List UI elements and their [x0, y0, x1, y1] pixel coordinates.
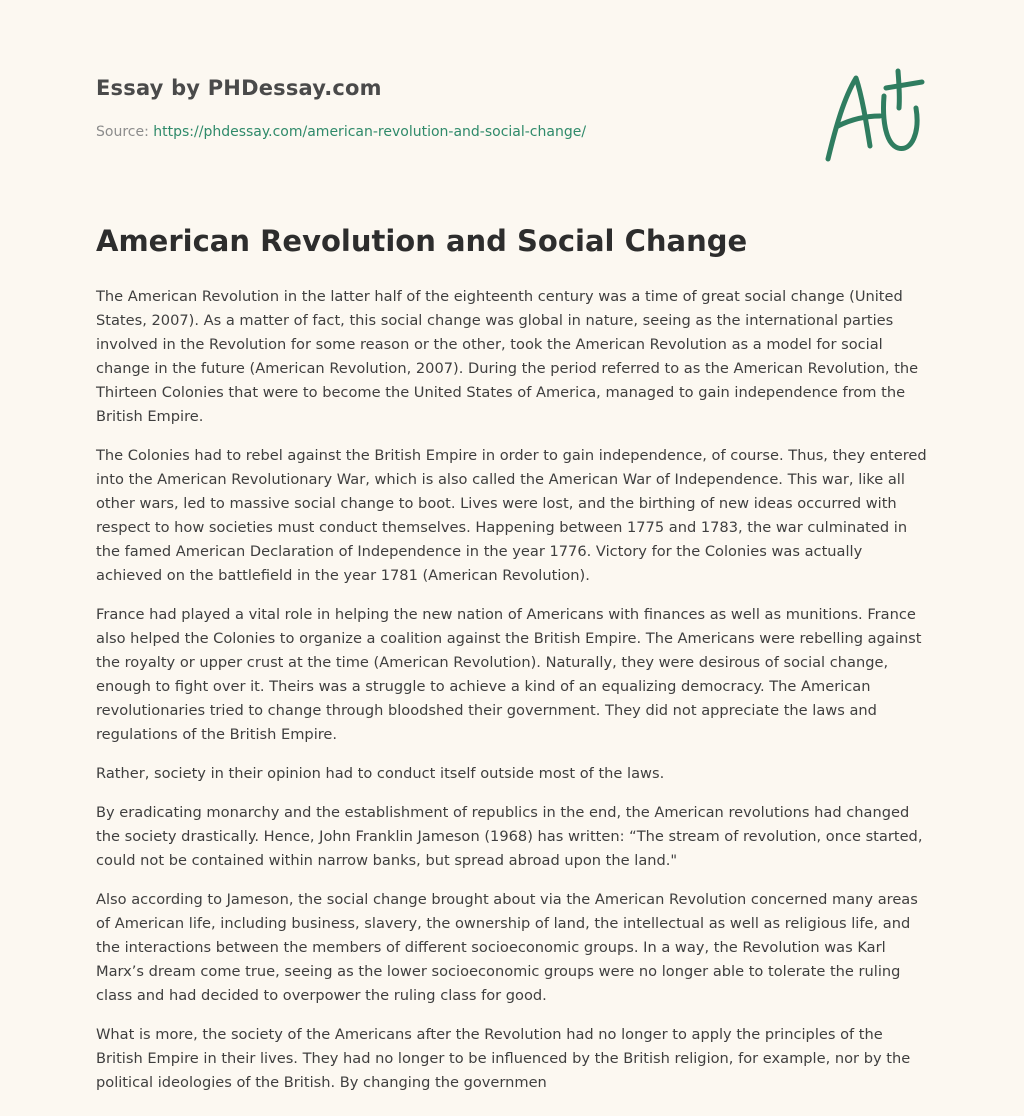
a-plus-grade-icon [818, 66, 930, 166]
essay-paragraph: Rather, society in their opinion had to conduct itself outside most of the laws. [96, 765, 665, 782]
essay-paragraph: France had played a vital role in helping the new nation of Americans with finances as well as munitions. France also helped the Colonies to organize a coalition against the British Empire. The Americans were rebelling against the royalty or upper crust at the time (American Revolution). Naturally, they were desirous of social change, enough to fight over it. Theirs was a struggle to achieve a kind of an equalizing democracy. The American revolutionaries tried to change through bloodshed their government. They did not appreciate the laws and regulations of the British Empire. [96, 606, 922, 743]
essay-body [96, 285, 928, 1110]
essay-paragraph: Also according to Jameson, the social change brought about via the American Revolution concerned many areas of American life, including business, slavery, the ownership of land, the intellectual as well as religious life, and the interactions between the members of different socioeconomic groups. In a way, the Revolution was Karl Marx’s dream come true, seeing as the lower socioeconomic groups were no longer able to tolerate the ruling class and had decided to overpower the ruling class for good. [96, 891, 918, 1004]
essay-paragraph: The Colonies had to rebel against the British Empire in order to gain independence, of course. Thus, they entered into the American Revolutionary War, which is also called the American War of Independence. This war, like all other wars, led to massive social change to boot. Lives were lost, and the birthing of new ideas occurred with respect to how societies must conduct themselves. Happening between 1775 and 1783, the war culminated in the famed American Declaration of Independence in the year 1776. Victory for the Colonies was actually achieved on the battlefield in the year 1781 (American Revolution). [96, 447, 927, 584]
essay-paragraph: The American Revolution in the latter half of the eighteenth century was a time of great social change (United States, 2007). As a matter of fact, this social change was global in nature, seeing as the international parties involved in the Revolution for some reason or the other, took the American Revolution as a model for social change in the future (American Revolution, 2007). During the period referred to as the American Revolution, the Thirteen Colonies that were to become the United States of America, managed to gain independence from the British Empire. [96, 288, 919, 425]
source-link[interactable]: https://phdessay.com/american-revolution-and-social-change/ [153, 124, 587, 140]
essay-title: American Revolution and Social Change [96, 224, 748, 258]
brand-title: Essay by PHDessay.com [96, 76, 382, 100]
source-label: Source: [96, 124, 154, 140]
source-line [96, 124, 586, 140]
essay-paragraph: By eradicating monarchy and the establishment of republics in the end, the American revolutions had changed the society drastically. Hence, John Franklin Jameson (1968) has written: “The stream of revolution, once started, could not be contained within narrow banks, but spread abroad upon the land." [96, 804, 923, 869]
essay-paragraph: What is more, the society of the Americans after the Revolution had no longer to apply the principles of the British Empire in their lives. They had no longer to be influenced by the British religion, for example, nor by the political ideologies of the British. By changing the governmen [96, 1026, 911, 1091]
